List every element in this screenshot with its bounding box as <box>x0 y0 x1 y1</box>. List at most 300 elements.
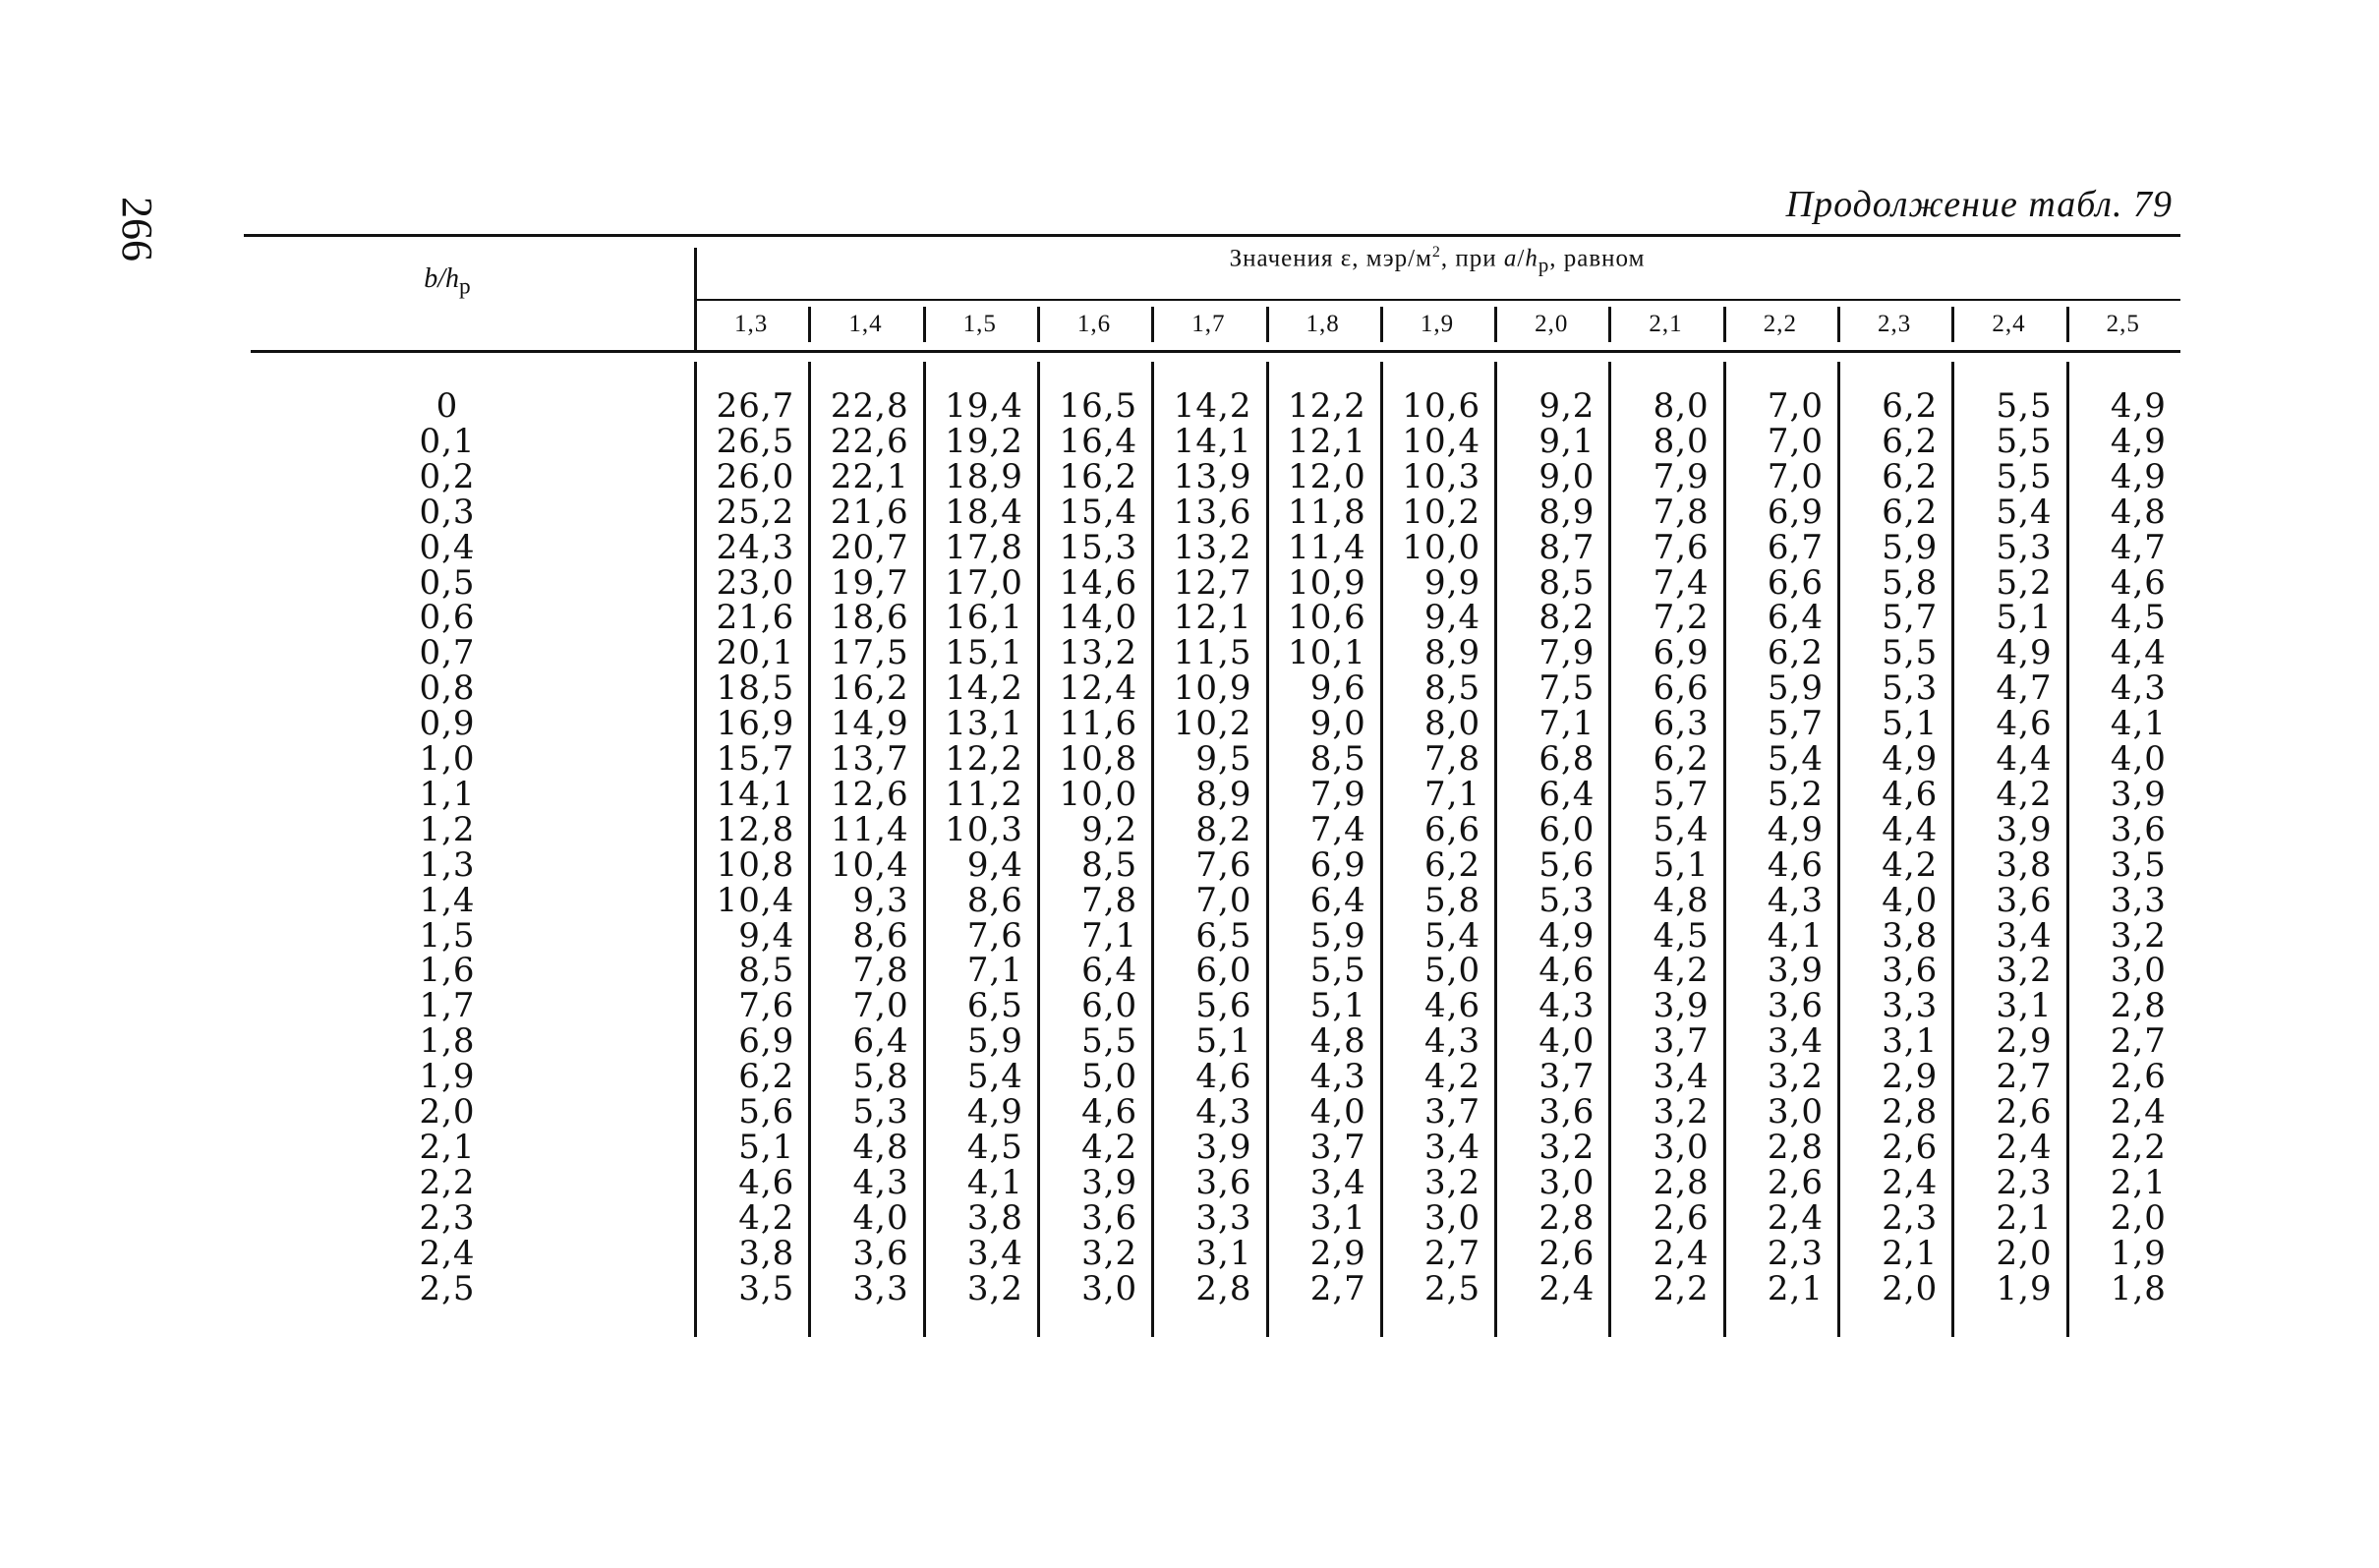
page-number: 266 <box>113 197 161 261</box>
table-cell: 4,4 <box>1882 809 1939 849</box>
row-label: 1,3 <box>419 844 476 885</box>
table-cell: 10,4 <box>716 880 795 920</box>
table-cell: 5,4 <box>1653 809 1710 849</box>
table-cell: 15,7 <box>716 739 795 779</box>
table-cell: 2,0 <box>1996 1233 2053 1273</box>
table-cell: 3,6 <box>1538 1092 1596 1132</box>
table-cell: 5,5 <box>1996 386 2053 426</box>
table-cell: 16,2 <box>1059 456 1138 496</box>
table-cell: 20,7 <box>830 527 909 567</box>
table-cell: 4,6 <box>1081 1092 1138 1132</box>
table-cell: 25,2 <box>716 492 795 532</box>
table-cell: 6,9 <box>1309 844 1366 885</box>
table-cell: 8,6 <box>852 915 909 956</box>
table-cell: 18,9 <box>945 456 1023 496</box>
row-label: 2,0 <box>419 1092 476 1132</box>
table-cell: 4,6 <box>738 1162 795 1202</box>
table-cell: 6,7 <box>1767 527 1824 567</box>
table-cell: 14,1 <box>1173 421 1252 461</box>
table-cell: 2,6 <box>1882 1127 1939 1167</box>
table-cell: 3,1 <box>1996 986 2053 1026</box>
table-cell: 7,4 <box>1309 809 1366 849</box>
table-cell: 4,5 <box>1653 915 1710 956</box>
table-cell: 7,6 <box>966 915 1023 956</box>
table-cell: 2,9 <box>1996 1021 2053 1062</box>
row-label: 0,1 <box>419 421 476 461</box>
table-cell: 3,3 <box>1195 1197 1252 1238</box>
table-cell: 10,9 <box>1288 562 1366 603</box>
table-cell: 2,7 <box>2110 1021 2167 1062</box>
table-cell: 4,2 <box>1653 951 1710 991</box>
table-cell: 16,2 <box>830 668 909 709</box>
table-cell: 6,6 <box>1767 562 1824 603</box>
table-cell: 14,0 <box>1059 598 1138 638</box>
table-cell: 12,8 <box>716 809 795 849</box>
table-cell: 2,0 <box>2110 1197 2167 1238</box>
table-cell: 5,5 <box>1309 951 1366 991</box>
table-cell: 5,2 <box>1996 562 2053 603</box>
table-cell: 11,5 <box>1173 633 1252 673</box>
table-cell: 7,1 <box>966 951 1023 991</box>
table-cell: 8,5 <box>1309 739 1366 779</box>
table-cell: 9,4 <box>966 844 1023 885</box>
table-cell: 2,3 <box>1882 1197 1939 1238</box>
table-cell: 4,5 <box>2110 598 2167 638</box>
table-cell: 11,8 <box>1288 492 1366 532</box>
table-cell: 3,9 <box>2110 774 2167 814</box>
row-header-b: b <box>424 263 438 294</box>
table-cell: 19,4 <box>945 386 1023 426</box>
column-header: 2,2 <box>1763 311 1797 337</box>
table-cell: 2,7 <box>1996 1057 2053 1097</box>
table-cell: 4,3 <box>1195 1092 1252 1132</box>
row-label: 0,2 <box>419 456 476 496</box>
table-cell: 3,4 <box>1653 1057 1710 1097</box>
table-cell: 3,7 <box>1538 1057 1596 1097</box>
table-cell: 7,4 <box>1653 562 1710 603</box>
table-cell: 10,2 <box>1402 492 1481 532</box>
table-cell: 26,5 <box>716 421 795 461</box>
table-cell: 24,3 <box>716 527 795 567</box>
table-cell: 5,5 <box>1882 633 1939 673</box>
table-cell: 22,6 <box>830 421 909 461</box>
table-cell: 12,7 <box>1173 562 1252 603</box>
row-label: 1,2 <box>419 809 476 849</box>
table-cell: 5,5 <box>1996 421 2053 461</box>
header-bottom-rule <box>251 350 2180 353</box>
table-cell: 8,5 <box>1424 668 1481 709</box>
column-header: 2,3 <box>1878 311 1912 337</box>
table-cell: 5,9 <box>1767 668 1824 709</box>
table-cell: 8,2 <box>1538 598 1596 638</box>
table-cell: 7,8 <box>1424 739 1481 779</box>
table-cell: 2,8 <box>2110 986 2167 1026</box>
table-cell: 12,1 <box>1173 598 1252 638</box>
table-cell: 2,4 <box>1538 1268 1596 1308</box>
table-cell: 6,0 <box>1195 951 1252 991</box>
table-cell: 6,0 <box>1081 986 1138 1026</box>
table-cell: 5,3 <box>1538 880 1596 920</box>
table-cell: 3,4 <box>966 1233 1023 1273</box>
table-cell: 2,8 <box>1538 1197 1596 1238</box>
table-cell: 7,8 <box>852 951 909 991</box>
table-cell: 7,1 <box>1538 704 1596 744</box>
table-cell: 9,0 <box>1309 704 1366 744</box>
row-label: 1,5 <box>419 915 476 956</box>
table-cell: 3,8 <box>738 1233 795 1273</box>
table-cell: 6,3 <box>1653 704 1710 744</box>
table-cell: 8,5 <box>1538 562 1596 603</box>
table-cell: 5,0 <box>1081 1057 1138 1097</box>
table-cell: 12,2 <box>945 739 1023 779</box>
table-cell: 5,8 <box>1882 562 1939 603</box>
table-cell: 4,0 <box>2110 739 2167 779</box>
table-cell: 4,6 <box>1882 774 1939 814</box>
table-cell: 5,8 <box>852 1057 909 1097</box>
table-cell: 11,2 <box>945 774 1023 814</box>
table-cell: 3,9 <box>1195 1127 1252 1167</box>
table-cell: 8,9 <box>1424 633 1481 673</box>
table-cell: 8,0 <box>1424 704 1481 744</box>
table-cell: 1,9 <box>2110 1233 2167 1273</box>
table-cell: 7,5 <box>1538 668 1596 709</box>
table-cell: 3,8 <box>966 1197 1023 1238</box>
row-label: 0 <box>435 386 459 426</box>
table-cell: 10,9 <box>1173 668 1252 709</box>
table-cell: 4,6 <box>2110 562 2167 603</box>
table-cell: 8,5 <box>738 951 795 991</box>
table-cell: 2,4 <box>1653 1233 1710 1273</box>
row-label: 0,8 <box>419 668 476 709</box>
table-cell: 4,2 <box>738 1197 795 1238</box>
table-cell: 3,0 <box>2110 951 2167 991</box>
row-header <box>251 263 644 301</box>
table-cell: 19,7 <box>830 562 909 603</box>
table-cell: 3,9 <box>1653 986 1710 1026</box>
table-cell: 3,6 <box>852 1233 909 1273</box>
table-cell: 16,5 <box>1059 386 1138 426</box>
table-cell: 3,0 <box>1081 1268 1138 1308</box>
table-cell: 15,4 <box>1059 492 1138 532</box>
table-cell: 13,7 <box>830 739 909 779</box>
row-header-slash: / <box>437 263 446 294</box>
table-cell: 2,9 <box>1309 1233 1366 1273</box>
table-cell: 6,8 <box>1538 739 1596 779</box>
table-cell: 5,5 <box>1996 456 2053 496</box>
group-header-rule <box>694 299 2180 301</box>
table-cell: 18,5 <box>716 668 795 709</box>
row-label: 1,7 <box>419 986 476 1026</box>
table-cell: 11,6 <box>1059 704 1138 744</box>
table-cell: 7,0 <box>1767 386 1824 426</box>
table-cell: 8,0 <box>1653 421 1710 461</box>
table-cell: 22,1 <box>830 456 909 496</box>
row-label: 0,7 <box>419 633 476 673</box>
row-label: 1,9 <box>419 1057 476 1097</box>
table-cell: 2,7 <box>1309 1268 1366 1308</box>
table-cell: 13,9 <box>1173 456 1252 496</box>
table-cell: 2,8 <box>1195 1268 1252 1308</box>
group-header <box>694 244 2180 277</box>
table-cell: 10,4 <box>830 844 909 885</box>
table-cell: 2,4 <box>1882 1162 1939 1202</box>
table-cell: 5,6 <box>1538 844 1596 885</box>
table-cell: 4,8 <box>2110 492 2167 532</box>
table-cell: 2,6 <box>2110 1057 2167 1097</box>
row-label: 1,0 <box>419 739 476 779</box>
table-cell: 3,8 <box>1882 915 1939 956</box>
table-cell: 8,5 <box>1081 844 1138 885</box>
row-label: 2,1 <box>419 1127 476 1167</box>
row-header-sub: р <box>459 273 471 300</box>
table-cell: 2,1 <box>1767 1268 1824 1308</box>
row-label: 0,4 <box>419 527 476 567</box>
table-cell: 2,3 <box>1767 1233 1824 1273</box>
table-cell: 6,6 <box>1653 668 1710 709</box>
table-cell: 3,4 <box>1309 1162 1366 1202</box>
row-label: 1,4 <box>419 880 476 920</box>
table-cell: 4,6 <box>1767 844 1824 885</box>
table-cell: 7,2 <box>1653 598 1710 638</box>
table-cell: 9,5 <box>1195 739 1252 779</box>
row-label: 0,5 <box>419 562 476 603</box>
table-cell: 10,8 <box>1059 739 1138 779</box>
table-cell: 6,2 <box>1424 844 1481 885</box>
table-cell: 2,1 <box>1996 1197 2053 1238</box>
table-cell: 3,2 <box>1653 1092 1710 1132</box>
table-cell: 3,1 <box>1195 1233 1252 1273</box>
table-cell: 4,2 <box>1996 774 2053 814</box>
row-label: 0,3 <box>419 492 476 532</box>
table-cell: 10,8 <box>716 844 795 885</box>
table-cell: 14,1 <box>716 774 795 814</box>
row-label: 0,9 <box>419 704 476 744</box>
table-cell: 3,0 <box>1653 1127 1710 1167</box>
table-cell: 8,6 <box>966 880 1023 920</box>
table-cell: 7,8 <box>1653 492 1710 532</box>
table-cell: 3,2 <box>1767 1057 1824 1097</box>
table-cell: 2,6 <box>1996 1092 2053 1132</box>
table-cell: 3,3 <box>852 1268 909 1308</box>
table-cell: 2,9 <box>1882 1057 1939 1097</box>
table-cell: 3,4 <box>1424 1127 1481 1167</box>
table-cell: 3,0 <box>1538 1162 1596 1202</box>
table-cell: 6,2 <box>1882 456 1939 496</box>
table-cell: 5,1 <box>1882 704 1939 744</box>
table-cell: 4,0 <box>1309 1092 1366 1132</box>
table-cell: 3,6 <box>1081 1197 1138 1238</box>
table-cell: 5,8 <box>1424 880 1481 920</box>
table-cell: 3,9 <box>1996 809 2053 849</box>
table-cell: 10,4 <box>1402 421 1481 461</box>
table-cell: 5,3 <box>852 1092 909 1132</box>
table-cell: 6,5 <box>1195 915 1252 956</box>
table-cell: 3,6 <box>1996 880 2053 920</box>
table-cell: 16,4 <box>1059 421 1138 461</box>
table-cell: 3,5 <box>738 1268 795 1308</box>
table-cell: 4,8 <box>1309 1021 1366 1062</box>
table-cell: 16,9 <box>716 704 795 744</box>
table-caption: Продолжение табл. 79 <box>1785 184 2173 225</box>
table-cell: 13,2 <box>1059 633 1138 673</box>
table-cell: 2,6 <box>1653 1197 1710 1238</box>
table-cell: 4,3 <box>852 1162 909 1202</box>
table-cell: 4,9 <box>2110 386 2167 426</box>
table-cell: 2,8 <box>1882 1092 1939 1132</box>
table-cell: 14,2 <box>945 668 1023 709</box>
table-cell: 13,2 <box>1173 527 1252 567</box>
table-cell: 5,7 <box>1882 598 1939 638</box>
table-cell: 2,4 <box>2110 1092 2167 1132</box>
table-cell: 2,7 <box>1424 1233 1481 1273</box>
table-cell: 6,4 <box>1767 598 1824 638</box>
table-cell: 3,0 <box>1424 1197 1481 1238</box>
table-cell: 18,4 <box>945 492 1023 532</box>
table-cell: 3,7 <box>1309 1127 1366 1167</box>
table-cell: 9,9 <box>1424 562 1481 603</box>
table-cell: 7,6 <box>1195 844 1252 885</box>
table-cell: 6,2 <box>1767 633 1824 673</box>
table-cell: 22,8 <box>830 386 909 426</box>
table-cell: 8,7 <box>1538 527 1596 567</box>
table-cell: 4,7 <box>2110 527 2167 567</box>
table-cell: 3,1 <box>1882 1021 1939 1062</box>
table-cell: 21,6 <box>716 598 795 638</box>
table-cell: 2,4 <box>1996 1127 2053 1167</box>
table-cell: 5,4 <box>1996 492 2053 532</box>
table-cell: 4,1 <box>2110 704 2167 744</box>
table-cell: 4,7 <box>1996 668 2053 709</box>
table-cell: 26,7 <box>716 386 795 426</box>
table-cell: 4,9 <box>2110 456 2167 496</box>
table-cell: 5,2 <box>1767 774 1824 814</box>
row-label: 0,6 <box>419 598 476 638</box>
table-cell: 14,6 <box>1059 562 1138 603</box>
table-cell: 3,3 <box>2110 880 2167 920</box>
table-cell: 6,2 <box>1653 739 1710 779</box>
table-cell: 5,7 <box>1653 774 1710 814</box>
table-cell: 4,2 <box>1424 1057 1481 1097</box>
table-cell: 15,1 <box>945 633 1023 673</box>
table-cell: 3,9 <box>1081 1162 1138 1202</box>
table-cell: 5,1 <box>738 1127 795 1167</box>
table-cell: 9,3 <box>852 880 909 920</box>
table-cell: 4,2 <box>1882 844 1939 885</box>
table-cell: 7,6 <box>1653 527 1710 567</box>
table-cell: 4,8 <box>852 1127 909 1167</box>
table-cell: 4,4 <box>2110 633 2167 673</box>
table-cell: 12,4 <box>1059 668 1138 709</box>
table-cell: 3,8 <box>1996 844 2053 885</box>
table-cell: 5,9 <box>966 1021 1023 1062</box>
table-cell: 4,9 <box>966 1092 1023 1132</box>
table-cell: 6,5 <box>966 986 1023 1026</box>
table-cell: 4,0 <box>852 1197 909 1238</box>
table-cell: 16,1 <box>945 598 1023 638</box>
table-cell: 4,5 <box>966 1127 1023 1167</box>
table-cell: 11,4 <box>1288 527 1366 567</box>
table-cell: 3,0 <box>1767 1092 1824 1132</box>
table-cell: 7,9 <box>1538 633 1596 673</box>
table-cell: 4,9 <box>1882 739 1939 779</box>
table-cell: 19,2 <box>945 421 1023 461</box>
table-cell: 12,1 <box>1288 421 1366 461</box>
table-cell: 5,1 <box>1309 986 1366 1026</box>
table-cell: 5,4 <box>1767 739 1824 779</box>
table-cell: 3,2 <box>1081 1233 1138 1273</box>
table-cell: 2,1 <box>2110 1162 2167 1202</box>
table-cell: 6,2 <box>1882 386 1939 426</box>
table-cell: 3,7 <box>1653 1021 1710 1062</box>
table-cell: 3,5 <box>2110 844 2167 885</box>
table-cell: 4,6 <box>1195 1057 1252 1097</box>
table-cell: 7,0 <box>1767 456 1824 496</box>
table-cell: 5,3 <box>1996 527 2053 567</box>
table-cell: 5,7 <box>1767 704 1824 744</box>
table-cell: 18,6 <box>830 598 909 638</box>
table-cell: 3,6 <box>1195 1162 1252 1202</box>
table-cell: 15,3 <box>1059 527 1138 567</box>
table-cell: 10,6 <box>1402 386 1481 426</box>
table-cell: 4,4 <box>1996 739 2053 779</box>
table-cell: 6,4 <box>1538 774 1596 814</box>
table-cell: 4,3 <box>2110 668 2167 709</box>
table-cell: 2,3 <box>1996 1162 2053 1202</box>
group-header-h: h <box>1525 245 1538 272</box>
table-cell: 7,9 <box>1653 456 1710 496</box>
top-rule <box>244 234 2180 237</box>
table-cell: 10,6 <box>1288 598 1366 638</box>
table-cell: 5,0 <box>1424 951 1481 991</box>
table-cell: 6,0 <box>1538 809 1596 849</box>
table-cell: 2,8 <box>1767 1127 1824 1167</box>
table-cell: 8,0 <box>1653 386 1710 426</box>
group-header-a: a <box>1503 245 1518 272</box>
table-cell: 4,0 <box>1538 1021 1596 1062</box>
table-cell: 4,9 <box>2110 421 2167 461</box>
table-cell: 4,3 <box>1424 1021 1481 1062</box>
table-cell: 10,0 <box>1059 774 1138 814</box>
column-header: 2,5 <box>2106 311 2140 337</box>
table-cell: 4,9 <box>1996 633 2053 673</box>
table-cell: 10,0 <box>1402 527 1481 567</box>
table-cell: 6,4 <box>852 1021 909 1062</box>
table-cell: 6,6 <box>1424 809 1481 849</box>
table-cell: 21,6 <box>830 492 909 532</box>
column-header: 1,8 <box>1306 311 1340 337</box>
table-cell: 3,2 <box>1996 951 2053 991</box>
table-cell: 3,2 <box>2110 915 2167 956</box>
table-cell: 3,6 <box>1767 986 1824 1026</box>
table-cell: 2,2 <box>2110 1127 2167 1167</box>
table-cell: 3,4 <box>1996 915 2053 956</box>
group-header-sup: 2 <box>1431 244 1441 261</box>
row-label: 1,1 <box>419 774 476 814</box>
table-cell: 9,1 <box>1538 421 1596 461</box>
column-header: 1,6 <box>1076 311 1112 337</box>
row-label: 2,2 <box>419 1162 476 1202</box>
table-cell: 5,4 <box>1424 915 1481 956</box>
column-header: 1,4 <box>848 311 883 337</box>
table-cell: 5,5 <box>1081 1021 1138 1062</box>
table-cell: 1,9 <box>1996 1268 2053 1308</box>
table-cell: 12,2 <box>1288 386 1366 426</box>
table-cell: 13,6 <box>1173 492 1252 532</box>
table-cell: 2,5 <box>1424 1268 1481 1308</box>
table-cell: 7,6 <box>738 986 795 1026</box>
table-cell: 20,1 <box>716 633 795 673</box>
table-cell: 5,4 <box>966 1057 1023 1097</box>
